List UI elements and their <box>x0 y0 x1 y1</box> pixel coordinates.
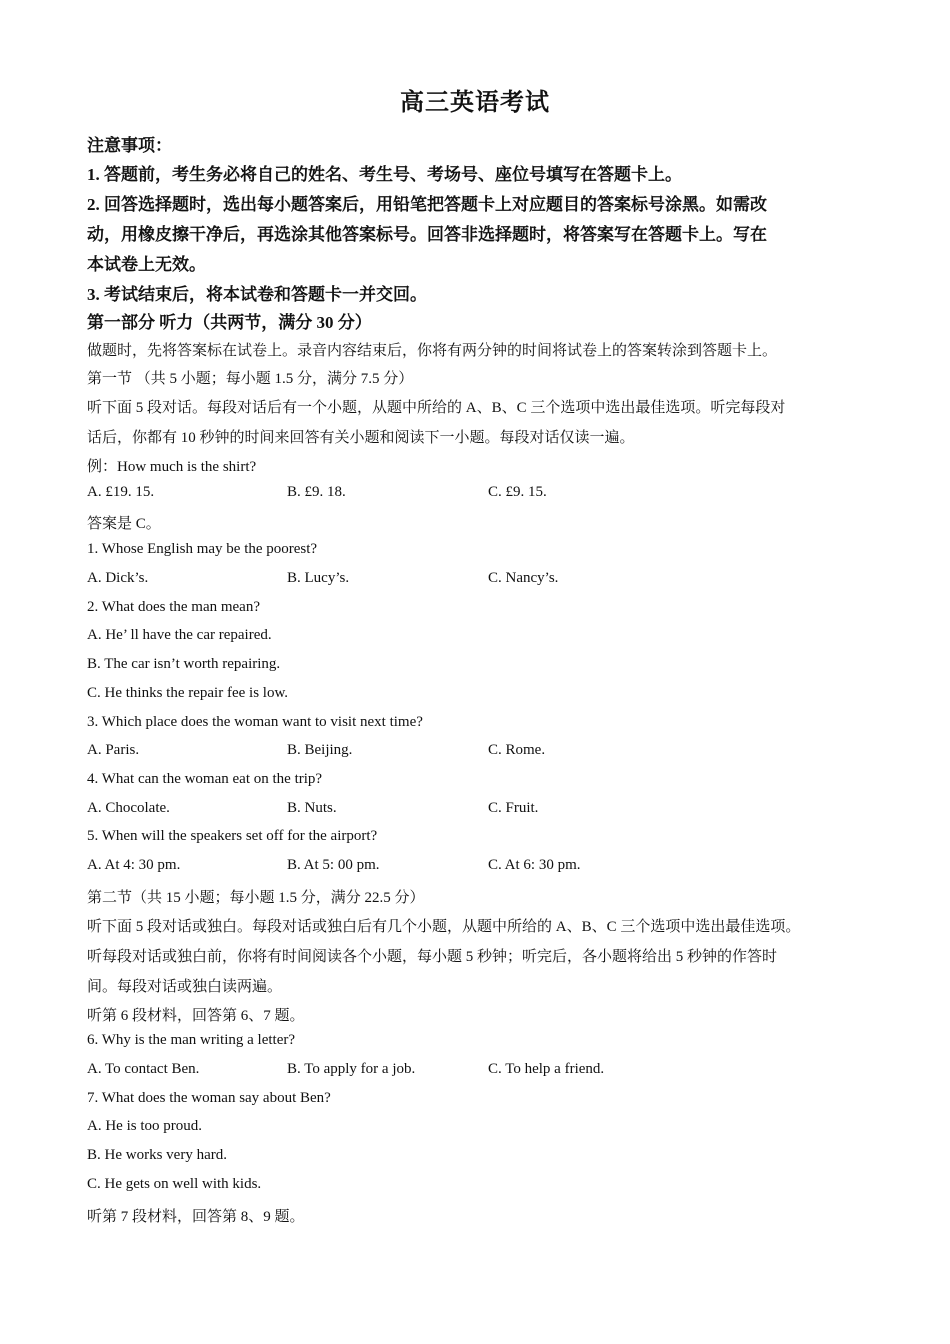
question-4: 4. What can the woman eat on the trip? <box>87 771 323 787</box>
example-question: 例：How much is the shirt? <box>87 459 257 475</box>
q3-option-a: A. Paris. <box>87 742 140 758</box>
material-6-prompt: 听第 6 段材料，回答第 6、7 题。 <box>87 1008 305 1024</box>
q4-option-b: B. Nuts. <box>287 800 337 816</box>
q2-option-c: C. He thinks the repair fee is low. <box>87 685 289 701</box>
section2-instruction-line-1: 听下面 5 段对话或独白。每段对话或独白后有几个小题，从题中所给的 A、B、C 三个选项中选出最佳选项。 <box>87 919 801 935</box>
question-1: 1. Whose English may be the poorest? <box>87 541 318 557</box>
notice-item-3: 3. 考试结束后，将本试卷和答题卡一并交回。 <box>87 285 427 304</box>
example-option-b: B. £9. 18. <box>287 484 346 500</box>
section2-instruction-line-3: 间。每段对话或独白读两遍。 <box>87 979 283 995</box>
example-answer: 答案是 C。 <box>87 516 161 532</box>
section1-heading: 第一节 （共 5 小题；每小题 1.5 分，满分 7.5 分） <box>87 371 414 387</box>
q7-option-b: B. He works very hard. <box>87 1147 227 1163</box>
question-6: 6. Why is the man writing a letter? <box>87 1032 296 1048</box>
notice-item-2-line-2: 动，用橡皮擦干净后，再选涂其他答案标号。回答非选择题时，将答案写在答题卡上。写在 <box>87 225 767 244</box>
section2-heading: 第二节（共 15 小题；每小题 1.5 分，满分 22.5 分） <box>87 890 425 906</box>
section2-instruction-line-2: 听每段对话或独白前，你将有时间阅读各个小题，每小题 5 秒钟；听完后，各小题将给出 5 秒钟的作答时 <box>87 949 778 965</box>
question-7: 7. What does the woman say about Ben? <box>87 1090 331 1106</box>
notice-heading: 注意事项： <box>87 136 172 155</box>
q5-option-c: C. At 6: 30 pm. <box>488 857 581 873</box>
q1-option-c: C. Nancy’s. <box>488 570 559 586</box>
question-2: 2. What does the man mean? <box>87 599 260 615</box>
q7-option-a: A. He is too proud. <box>87 1118 202 1134</box>
notice-item-2-line-3: 本试卷上无效。 <box>87 255 206 274</box>
section1-instruction-line-2: 话后，你都有 10 秒钟的时间来回答有关小题和阅读下一小题。每段对话仅读一遍。 <box>87 430 635 446</box>
example-option-a: A. £19. 15. <box>87 484 155 500</box>
q4-option-a: A. Chocolate. <box>87 800 170 816</box>
q6-option-c: C. To help a friend. <box>488 1061 605 1077</box>
q1-option-a: A. Dick’s. <box>87 570 149 586</box>
q2-option-b: B. The car isn’t worth repairing. <box>87 656 281 672</box>
example-option-c: C. £9. 15. <box>488 484 547 500</box>
q5-option-a: A. At 4: 30 pm. <box>87 857 181 873</box>
question-3: 3. Which place does the woman want to visit next time? <box>87 714 423 730</box>
material-7-prompt: 听第 7 段材料，回答第 8、9 题。 <box>87 1209 305 1225</box>
q6-option-b: B. To apply for a job. <box>287 1061 416 1077</box>
part1-instruction: 做题时，先将答案标在试卷上。录音内容结束后，你将有两分钟的时间将试卷上的答案转涂到答题卡上。 <box>87 343 778 359</box>
question-5: 5. When will the speakers set off for the airport? <box>87 828 378 844</box>
q4-option-c: C. Fruit. <box>488 800 539 816</box>
q7-option-c: C. He gets on well with kids. <box>87 1176 262 1192</box>
part1-heading: 第一部分 听力（共两节，满分 30 分） <box>87 313 372 332</box>
q2-option-a: A. He’ ll have the car repaired. <box>87 627 272 643</box>
q3-option-c: C. Rome. <box>488 742 546 758</box>
notice-item-2-line-1: 2. 回答选择题时，选出每小题答案后，用铅笔把答题卡上对应题目的答案标号涂黑。如需改 <box>87 195 767 214</box>
notice-item-1: 1. 答题前，考生务必将自己的姓名、考生号、考场号、座位号填写在答题卡上。 <box>87 165 682 184</box>
section1-instruction-line-1: 听下面 5 段对话。每段对话后有一个小题，从题中所给的 A、B、C 三个选项中选出最佳选项。听完每段对 <box>87 400 786 416</box>
q5-option-b: B. At 5: 00 pm. <box>287 857 380 873</box>
page-title: 高三英语考试 <box>400 90 550 116</box>
q3-option-b: B. Beijing. <box>287 742 353 758</box>
q1-option-b: B. Lucy’s. <box>287 570 350 586</box>
q6-option-a: A. To contact Ben. <box>87 1061 200 1077</box>
